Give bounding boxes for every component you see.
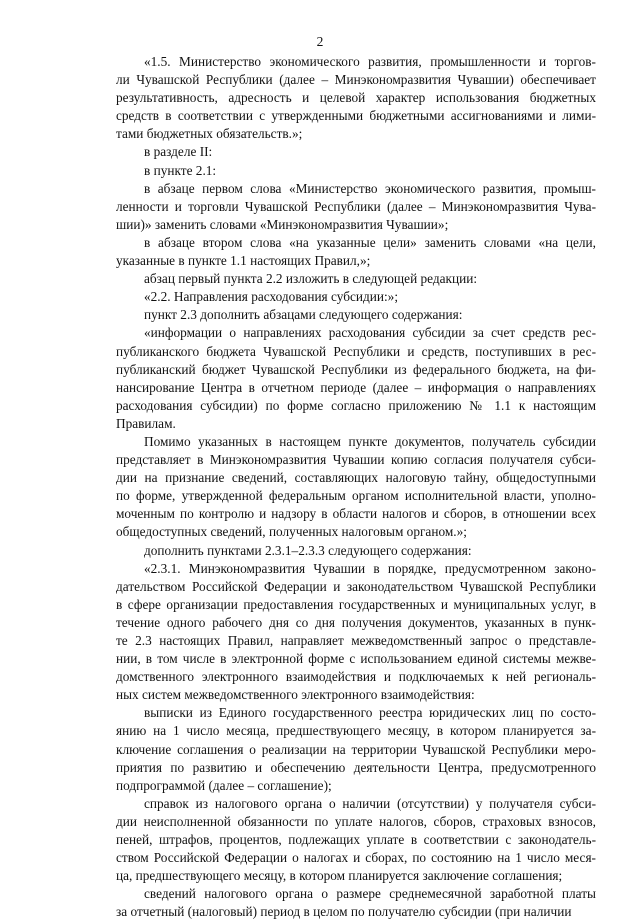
paragraph (116, 704, 596, 794)
text-line: средств в соответствии с утвержденными бюджетными ассигнованиями и лими- (116, 108, 596, 124)
page-number: 2 (316, 34, 324, 49)
text-line: тами бюджетных обязательств.»; (116, 126, 303, 142)
text-line: ством Российской Федерации о налогах и сборах, по состоянию на 1 число меся- (116, 850, 596, 866)
text-line: ленности и торговли Чувашской Республики (далее – Минэкономразвития Чува- (116, 198, 596, 214)
paragraph (116, 234, 596, 270)
text-line: в разделе II: (144, 144, 213, 160)
text-line: ца, предшествующего месяцу, в котором планируется заключение соглашения; (116, 868, 563, 884)
paragraph (116, 288, 596, 306)
paragraph (116, 542, 596, 560)
text-line: Помимо указанных в настоящем пункте документов, получатель субсидии (144, 433, 596, 449)
paragraph (116, 143, 596, 161)
text-line: расходования субсидии) по форме согласно приложению № 1.1 к настоящим (116, 397, 596, 413)
paragraph (116, 306, 596, 324)
text-line: в абзаце первом слова «Министерство экономического развития, промыш- (144, 180, 596, 196)
text-line: Правилам. (116, 415, 176, 431)
text-line: справок из налогового органа о наличии (отсутствии) у получателя субси- (144, 795, 596, 811)
text-line: пункт 2.3 дополнить абзацами следующего содержания: (144, 307, 463, 323)
text-line: в пункте 2.1: (144, 162, 217, 178)
text-line: «2.2. Направления расходования субсидии:»; (144, 289, 399, 305)
text-line: ли Чувашской Республики (далее – Минэкономразвития Чувашии) обеспечивает (116, 72, 596, 88)
text-line: в абзаце втором слова «на указанные цели» заменить словами «на цели, (144, 234, 596, 250)
text-line: шии)» заменить словами «Минэкономразвития Чувашии»; (116, 216, 449, 232)
text-line: ных систем межведомственного электронного взаимодействия: (116, 687, 475, 703)
paragraph (116, 180, 596, 234)
paragraph (116, 885, 596, 921)
document-body (116, 53, 596, 922)
text-line: нии, в том числе в электронной форме с использованием единой системы межве- (116, 651, 596, 667)
text-line: ключение соглашения о реализации на территории Чувашской Республики меро- (116, 741, 596, 757)
text-line: представляет в Минэкономразвития Чувашии копию согласия получателя субси- (116, 452, 596, 468)
text-line: «1.5. Министерство экономического развития, промышленности и торгов- (144, 54, 596, 69)
paragraph (116, 795, 596, 885)
text-line: дополнить пунктами 2.3.1–2.3.3 следующего содержания: (144, 542, 472, 558)
text-line: общедоступных сведений, полученных налоговым органом.»; (116, 524, 467, 540)
text-line: приятия по развитию и обеспечению деятельности Центра, предусмотренного (116, 759, 596, 775)
text-line: дии на признание сведений, составляющих налоговую тайну, общедоступными (116, 470, 596, 486)
text-line: указанные в пункте 1.1 настоящих Правил,»; (116, 253, 371, 269)
text-line: домственного электронного взаимодействия и подключаемых к ней региональ- (116, 669, 596, 685)
paragraph (116, 560, 596, 705)
text-line: дательством Российской Федерации и законодательством Чувашской Республики (116, 578, 596, 594)
paragraph (116, 53, 596, 143)
text-line: «информации о направлениях расходования субсидии за счет средств рес- (144, 325, 596, 341)
paragraph (116, 433, 596, 542)
text-line: по форме, утвержденной федеральным органом исполнительной власти, уполно- (116, 488, 596, 504)
text-line: подпрограммой (далее – соглашение); (116, 777, 332, 793)
text-line: дии неисполненной обязанности по уплате налогов, сборов, страховых взносов, (116, 813, 596, 829)
text-line: абзац первый пункта 2.2 изложить в следующей редакции: (144, 271, 478, 287)
text-line: те 2.3 настоящих Правил, направляет межведомственный запрос о представле- (116, 633, 596, 648)
paragraph (116, 162, 596, 180)
paragraph (116, 270, 596, 288)
text-line: янию на 1 число месяца, предшествующего месяцу, в котором планируется за- (116, 723, 596, 739)
text-line: результативность, адресность и целевой характер использования бюджетных (116, 90, 596, 106)
text-line: публиканский бюджет Чувашской Республики из федерального бюджета, на фи- (116, 361, 596, 377)
text-line: пеней, штрафов, процентов, подлежащих уплате в соответствии с законодатель- (116, 832, 596, 848)
text-line: публиканского бюджета Чувашской Республики и средств, поступивших в рес- (116, 343, 596, 359)
text-line: «2.3.1. Минэкономразвития Чувашии в порядке, предусмотренном законо- (144, 560, 596, 576)
text-line: моченным по контролю и надзору в области налогов и сборов, в отношении всех (116, 506, 596, 522)
text-line: за отчетный (налоговый) период в целом по получателю субсидии (при наличии (116, 904, 572, 920)
text-line: сведений налогового органа о размере среднемесячной заработной платы (144, 886, 596, 902)
text-line: нансирование Центра в отчетном периоде (далее – информация о направлениях (116, 379, 596, 395)
text-line: выписки из Единого государственного реестра юридических лиц по состо- (144, 705, 596, 721)
text-line: течение одного рабочего дня со дня получения документов, указанных в пунк- (116, 614, 596, 630)
text-line: в сфере организации предоставления государственных и муниципальных услуг, в (116, 596, 596, 612)
paragraph (116, 324, 596, 433)
